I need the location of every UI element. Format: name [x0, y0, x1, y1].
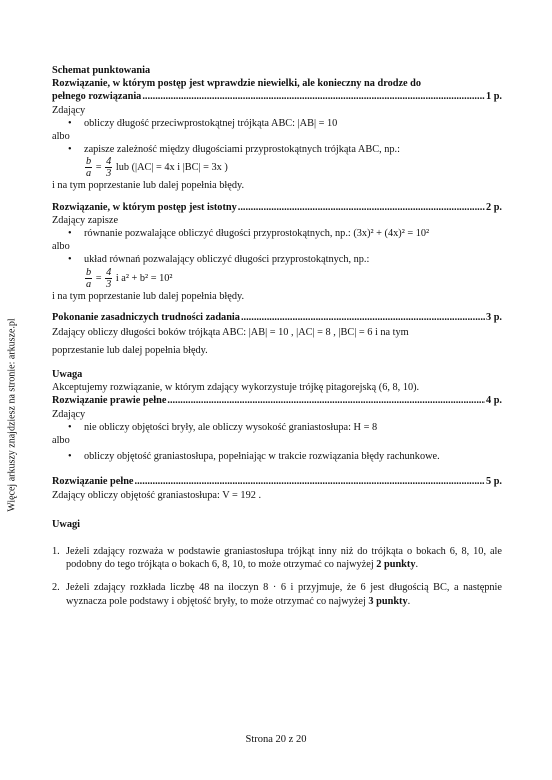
s1-fraction-b-a: $\frac{b}{a}$ [86, 156, 92, 180]
uwagi-item-2-number: 2. [52, 582, 60, 594]
s4-leader-dots [167, 394, 485, 407]
s4-uwaga-text: Akceptujemy rozwiązanie, w którym zdający wykorzystuje trójkę pitagorejską (6, 8, 10). [52, 382, 420, 394]
section-title: Schemat punktowania [52, 65, 151, 76]
s2-fraction-b-a: $\frac{b}{a}$ [86, 266, 92, 290]
s1-heading-line2 [52, 90, 502, 103]
s2-formula: $\frac{b}{a}$ = $\frac{4}{3}$ i a² + b² = 10² [86, 266, 173, 290]
s4-bullet-1: • nie obliczy objętości bryły, ale obliczy wysokość graniastosłupa: H = 8 [52, 421, 502, 434]
uwagi-item-2-text: Jeżeli zdający rozkłada liczbę 48 na iloczyn 8 · 6 i przyjmuje, że 6 jest długością BC, a następnie wyznacza pole podstawy i objętość bryły, to może otrzymać co najwyżej [66, 582, 502, 607]
s2-heading [52, 201, 502, 214]
s1-formula-tail: lub (|AC| = 4x i |BC| = 3x ) [115, 162, 228, 174]
uwagi-item-2: 2. Jeżeli zdający rozkłada liczbę 48 na iloczyn 8 · 6 i przyjmuje, że 6 jest długością BC, a następnie wyznacza pole podstawy i objętość bryły, to może otrzymać co najwyżej 3 punkty. [52, 582, 502, 607]
s2-formula-tail: i a² + b² = 10² [115, 272, 173, 284]
s1-leader-dots [142, 90, 485, 103]
s1-formula: $\frac{b}{a}$ = $\frac{4}{3}$ lub (|AC| = 4x i |BC| = 3x ) [86, 156, 228, 180]
s5-text: Zdający obliczy objętość graniastosłupa: V = 192 . [52, 489, 262, 501]
uwagi-item-1: 1. Jeżeli zdający rozważa w podstawie graniastosłupa trójkąt inny niż do trójkąta o bokach 6, 8, 10, ale podobny do tego trójkąta o bokach 6, 8, 10, to może otrzymać co najwyżej 2 punkty. [52, 546, 502, 571]
s1-heading-line1: Rozwiązanie, w którym postęp jest wprawdzie niewielki, ale konieczny na drodze do [52, 78, 422, 90]
page-footer: Strona 20 z 20 [245, 734, 307, 745]
s3-heading [52, 311, 502, 324]
s3-heading-text: Pokonanie zasadniczych trudności zadania [52, 311, 240, 323]
s5-heading [52, 475, 502, 488]
s2-fraction-4-3: $\frac{4}{3}$ [106, 266, 112, 290]
s2-leader-dots [238, 201, 485, 214]
s2-end: i na tym poprzestanie lub dalej popełnia błędy. [52, 290, 245, 302]
s1-fraction-4-3: $\frac{4}{3}$ [106, 156, 112, 180]
s2-points: 2 p. [485, 201, 502, 213]
side-watermark-text: Więcej arkuszy znajdziesz na stronie: arkusze.pl [6, 318, 18, 512]
uwagi-item-2-bold: 3 punkty [368, 595, 408, 607]
s4-or: albo [52, 435, 70, 447]
s3-text-line2: poprzestanie lub dalej popełnia błędy. [52, 345, 208, 357]
s3-leader-dots [241, 311, 485, 324]
s1-bullet-2: • zapisze zależność między długościami przyprostokątnych trójkąta ABC, np.: [52, 143, 502, 156]
s3-points: 3 p. [485, 311, 502, 323]
scoring-scheme [52, 64, 502, 608]
uwagi-item-1-number: 1. [52, 546, 60, 558]
s4-bullet-2: • obliczy objętość graniastosłupa, popełniając w trakcie rozwiązania błędy rachunkowe. [52, 450, 502, 463]
s1-bullet-1: • obliczy długość przeciwprostokątnej trójkąta ABC: |AB| = 10 [52, 117, 502, 130]
s4-uwaga-title: Uwaga [52, 369, 83, 381]
s5-points: 5 p. [485, 476, 502, 488]
s1-intro: Zdający [52, 104, 86, 116]
s2-or: albo [52, 241, 70, 253]
s2-intro: Zdający zapisze [52, 214, 119, 226]
s4-intro: Zdający [52, 408, 86, 420]
s2-bullet-2: • układ równań pozwalający obliczyć długości przyprostokątnych, np.: [52, 253, 502, 266]
s1-heading-text: pełnego rozwiązania [52, 91, 142, 103]
uwagi-item-1-text: Jeżeli zdający rozważa w podstawie graniastosłupa trójkąt inny niż do trójkąta o bokach 6, 8, 10, ale podobny do tego trójkąta o bokach 6, 8, 10, to może otrzymać co najwyżej [66, 546, 502, 571]
uwagi-title: Uwagi [52, 518, 81, 530]
s1-points: 1 p. [485, 91, 502, 103]
s5-leader-dots [135, 475, 485, 488]
side-watermark [2, 300, 22, 530]
s4-heading-text: Rozwiązanie prawie pełne [52, 395, 167, 407]
s5-heading-text: Rozwiązanie pełne [52, 476, 134, 488]
s2-bullet-1: • równanie pozwalające obliczyć długości przyprostokątnych, np.: (3x)² + (4x)² = 10² [52, 227, 502, 240]
uwagi-item-1-bold: 2 punkty [376, 559, 416, 571]
s4-points: 4 p. [485, 395, 502, 407]
s3-text-line1: Zdający obliczy długości boków trójkąta ABC: |AB| = 10 , |AC| = 8 , |BC| = 6 i na tym [52, 327, 409, 339]
s4-heading [52, 394, 502, 407]
s2-heading-text: Rozwiązanie, w którym postęp jest istotny [52, 201, 237, 213]
s1-end: i na tym poprzestanie lub dalej popełnia błędy. [52, 180, 245, 192]
s1-or: albo [52, 131, 70, 143]
